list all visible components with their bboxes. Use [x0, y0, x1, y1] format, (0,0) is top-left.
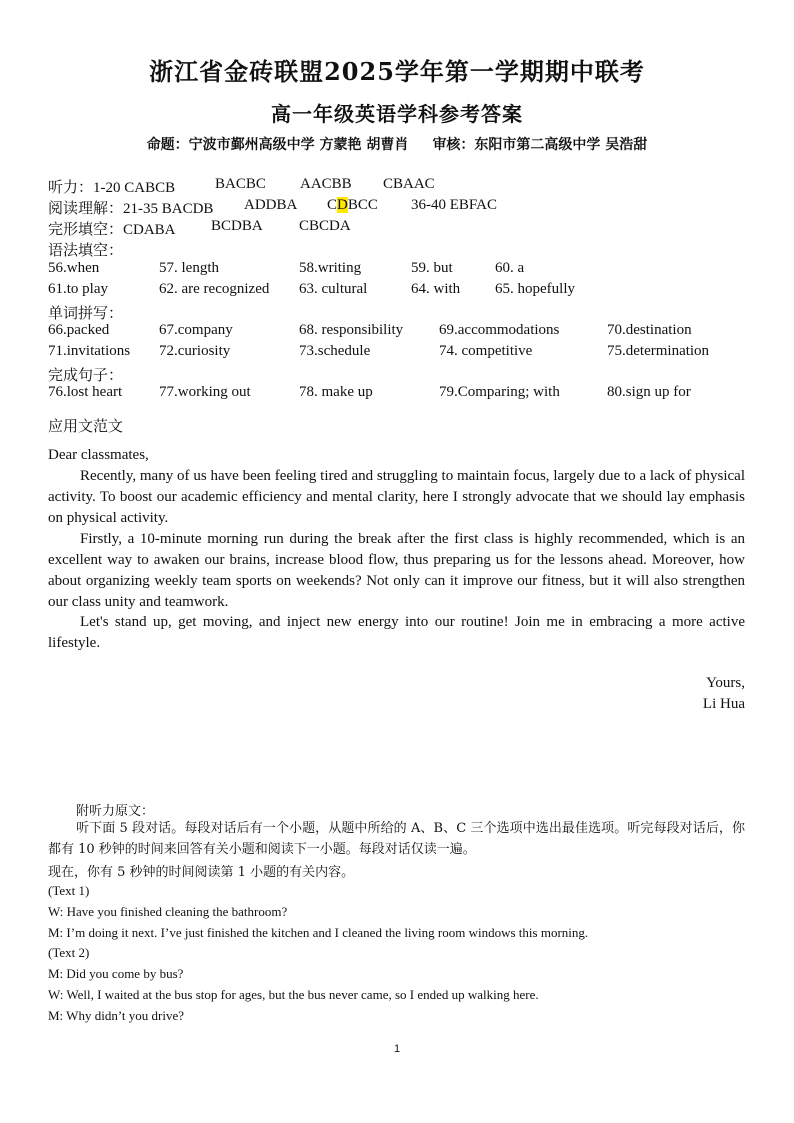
grammar-row-1 [48, 260, 748, 280]
cloze-group-2: BCDBA [211, 218, 263, 234]
transcript-line: (Text 2) [48, 945, 90, 960]
reading-group-2: ADDBA [244, 197, 298, 213]
answer-item: 79.Comparing; with [439, 384, 560, 400]
spelling-row-2 [48, 343, 748, 363]
answer-item: 76.lost heart [48, 384, 123, 400]
spelling-label: 单词拼写： [48, 306, 124, 322]
essay-paragraph-3 [48, 612, 745, 654]
answer-item: 57. length [159, 260, 219, 276]
answer-item: 73.schedule [299, 343, 371, 359]
sentence-label: 完成句子： [48, 368, 124, 384]
essay-paragraph-1 [48, 466, 745, 529]
listening-answers [48, 176, 748, 196]
transcript-instructions [48, 818, 745, 860]
answer-item: 59. but [411, 260, 453, 276]
transcript-line: (Text 1) [48, 883, 90, 898]
transcript-line: W: Have you finished cleaning the bathroom? [48, 904, 288, 919]
document-subtitle: 高一年级英语学科参考答案 [271, 102, 523, 126]
listening-group-3: AACBB [300, 176, 352, 192]
answer-item: 71.invitations [48, 343, 131, 359]
authors-right: 审核：东阳市第二高级中学 吴浩甜 [432, 137, 648, 153]
essay-signature: Li Hua [702, 696, 745, 712]
reading-group-3 [327, 197, 378, 214]
answer-item: 61.to play [48, 281, 108, 297]
transcript-line: M: I’m doing it next. I’ve just finished the kitchen and I cleaned the living room windows this morning. [48, 925, 589, 940]
essay-paragraph-2-text: Firstly, a 10-minute morning run during the break after the first class is highly recommended, which is an excellent way to awaken our brains, increase blood flow, thus preparing us for the lessons ahead. Moreover, how about organizing weekly team sports on weekends? Not only can it improve our fitness, but it will also strengthen our class unity and teamwork. [48, 531, 745, 610]
essay-paragraph-3-text: Let's stand up, get moving, and inject new energy into our routine! Join me in embracing a more active lifestyle. [48, 614, 745, 651]
answer-item: 78. make up [299, 384, 373, 400]
answer-item: 70.destination [607, 322, 692, 338]
essay-paragraph-2 [48, 529, 745, 613]
listening-group-1: 听力：1-20 CABCB [48, 180, 176, 196]
essay-closing: Yours, [706, 675, 745, 691]
transcript-label: 附听力原文： [76, 804, 155, 819]
transcript-line: W: Well, I waited at the bus stop for ages, but the bus never came, so I ended up walking here. [48, 987, 539, 1002]
answer-item: 62. are recognized [159, 281, 270, 297]
answer-item: 65. hopefully [495, 281, 575, 297]
sentence-row [48, 384, 748, 404]
answer-item: 67.company [159, 322, 233, 338]
answer-item: 66.packed [48, 322, 110, 338]
reading-answers [48, 197, 748, 217]
answer-item: 75.determination [607, 343, 710, 359]
spelling-row-1 [48, 322, 748, 342]
transcript-line: M: Why didn’t you drive? [48, 1008, 185, 1023]
reading-group-4: 36-40 EBFAC [411, 197, 497, 213]
transcript-line: M: Did you come by bus? [48, 966, 184, 981]
cloze-group-3: CBCDA [299, 218, 351, 234]
cloze-answers [48, 218, 748, 238]
answer-item: 64. with [411, 281, 461, 297]
answer-item: 58.writing [299, 260, 362, 276]
answer-item: 69.accommodations [439, 322, 560, 338]
highlighted-answer: D [337, 197, 348, 213]
listening-group-4: CBAAC [383, 176, 435, 192]
transcript-instructions-text: 听下面 5 段对话。每段对话后有一个小题，从题中所给的 A、B、C 三个选项中选出最佳选项。听完每段对话后，你都有 10 秒钟的时间来回答有关小题和阅读下一小题。每段对话仅读一遍。 [48, 821, 745, 857]
reading-group-3-post: BCC [347, 197, 378, 213]
essay-greeting: Dear classmates, [48, 447, 149, 463]
page-number: 1 [393, 1043, 401, 1055]
grammar-row-2 [48, 281, 748, 301]
grammar-label: 语法填空： [48, 243, 124, 259]
essay-paragraph-1-text: Recently, many of us have been feeling tired and struggling to maintain focus, largely due to a lack of physical activity. To boost our academic efficiency and mental clarity, here I strongly advocate that we should lay emphasis on physical activity. [48, 468, 745, 526]
transcript-now: 现在，你有 5 秒钟的时间阅读第 1 小题的有关内容。 [48, 865, 355, 880]
authors-left: 命题：宁波市鄞州高级中学 方蒙艳 胡曹肖 [146, 137, 409, 153]
answer-item: 68. responsibility [299, 322, 404, 338]
reading-group-1: 阅读理解：21-35 BACDB [48, 201, 214, 217]
cloze-group-1: 完形填空：CDABA [48, 222, 176, 238]
document-title: 浙江省金砖联盟2025学年第一学期期中联考 [149, 57, 645, 86]
essay-label: 应用文范文 [48, 419, 124, 435]
reading-group-3-pre: C [327, 197, 338, 213]
authors-line [0, 134, 794, 154]
answer-item: 72.curiosity [159, 343, 231, 359]
answer-item: 77.working out [159, 384, 251, 400]
answer-item: 80.sign up for [607, 384, 691, 400]
answer-item: 63. cultural [299, 281, 368, 297]
answer-item: 74. competitive [439, 343, 533, 359]
listening-group-2: BACBC [215, 176, 266, 192]
answer-item: 60. a [495, 260, 525, 276]
answer-item: 56.when [48, 260, 100, 276]
